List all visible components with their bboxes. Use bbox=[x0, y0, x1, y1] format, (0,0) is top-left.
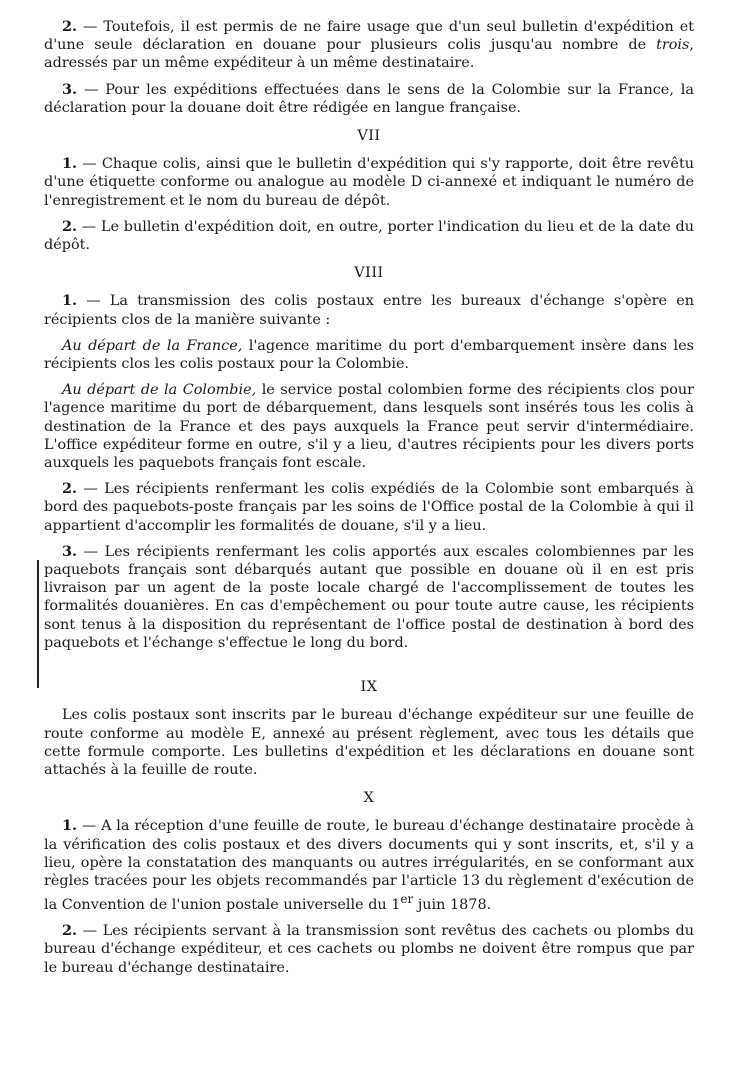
paragraph-italic-lead: Au départ de la France, bbox=[62, 337, 243, 354]
paragraph-viii-colombie bbox=[44, 381, 694, 472]
section-vii bbox=[44, 127, 694, 254]
paragraph-number: 2. bbox=[62, 18, 78, 35]
section-x bbox=[44, 789, 694, 977]
paragraph-text: — Pour les expéditions effectuées dans le sens de la Colombie sur la France, la déclaration pour la douane doit être rédigée en langue française. bbox=[44, 81, 694, 116]
paragraph-number: 2. bbox=[62, 922, 78, 940]
paragraph-number: 3. bbox=[62, 542, 78, 560]
paragraph-number: 2. bbox=[62, 480, 78, 498]
paragraph-number: 2. bbox=[62, 217, 78, 235]
paragraph-x-2 bbox=[44, 922, 694, 977]
paragraph-text: — A la réception d'une feuille de route, le bureau d'échange destinataire procède à la vérification des colis postaux et des divers documents qui y sont inscrits, et, s'il y a lieu, opère la constatation des manquants ou autres irrégularités, en se conformant aux règles tracées pour les objets recommandés par l'article 13 du règlement d'exécution de la Convention de l'union postale universelle du 1 bbox=[44, 818, 694, 913]
paragraph-vii-2 bbox=[44, 218, 694, 254]
paragraph-text: — Les récipients servant à la transmission sont revêtus des cachets ou plombs du bureau d'échange expéditeur, et ces cachets ou plombs ne doivent être rompus que par le bureau d'échange destinataire. bbox=[44, 923, 694, 976]
paragraph-number: 1. bbox=[62, 292, 78, 310]
paragraph-text: — Toutefois, il est permis de ne faire usage que d'un seul bulletin d'expédition et d'une seule déclaration en douane pour plusieurs colis jusqu'au nombre de bbox=[44, 19, 694, 54]
section-viii bbox=[44, 264, 694, 652]
paragraph-tail: juin 1878. bbox=[413, 896, 492, 913]
paragraph-x-1 bbox=[44, 817, 694, 914]
margin-rule bbox=[37, 560, 39, 688]
superscript: er bbox=[400, 892, 414, 907]
section-ix bbox=[44, 678, 694, 779]
paragraph-text: Les colis postaux sont inscrits par le bureau d'échange expéditeur sur une feuille de route conforme au modèle E, annexé au présent règlement, avec tous les détails que cette formule comporte. Les bulletins d'expédition et les déclarations en douane sont attachés à la feuille de route. bbox=[44, 707, 694, 778]
paragraph-italic-lead: Au départ de la Colombie, bbox=[62, 382, 257, 399]
paragraph-ix bbox=[44, 706, 694, 779]
paragraph-vi-2 bbox=[44, 18, 694, 73]
paragraph-text: — Les récipients renfermant les colis expédiés de la Colombie sont embarqués à bord des paquebots-poste français par les soins de l'Office postal de la Colombie à qui il appartient d'accomplir les formalités de douane, s'il y a lieu. bbox=[44, 481, 694, 534]
paragraph-text: — Les récipients renfermant les colis apportés aux escales colombiennes par les paquebots français sont débarqués autant que possible en douane où il en est pris livraison par un agent de la poste locale chargé de l'accomplissement de toutes les formalités douanières. En cas d'empêchement ou pour toute autre cause, les récipients sont tenus à la disposition du représentant de l'office postal de destination à bord des paquebots et l'échange s'effectue le long du bord. bbox=[44, 543, 694, 651]
paragraph-text: le service postal colombien forme des récipients clos pour l'agence maritime du port de débarquement, dans lesquels sont insérés tous les colis à destination de la France et des pays auxquels la France peut servir d'intermédiaire. L'office expéditeur forme en outre, s'il y a lieu, d'autres récipients pour les divers ports auxquels les paquebots français font escale. bbox=[44, 382, 695, 472]
paragraph-viii-france bbox=[44, 337, 694, 373]
section-heading: VIII bbox=[354, 265, 384, 282]
paragraph-vii-1 bbox=[44, 155, 694, 210]
section-vi-continuation bbox=[44, 18, 694, 117]
paragraph-vi-3 bbox=[44, 81, 694, 117]
paragraph-text: — La transmission des colis postaux entre les bureaux d'échange s'opère en récipients clos de la manière suivante : bbox=[44, 293, 694, 328]
paragraph-number: 1. bbox=[62, 817, 78, 835]
paragraph-text: — Chaque colis, ainsi que le bulletin d'expédition qui s'y rapporte, doit être revêtu d'une étiquette conforme ou analogue au modèle D ci-annexé et indiquant le numéro de l'enregistrement et le nom du bureau de dépôt. bbox=[44, 156, 694, 209]
document-page bbox=[44, 18, 694, 985]
paragraph-viii-2 bbox=[44, 480, 694, 535]
section-heading: VII bbox=[357, 128, 381, 145]
paragraph-viii-1 bbox=[44, 292, 694, 328]
paragraph-text: l'agence maritime du port d'embarquement insère dans les récipients clos les colis postaux pour la Colombie. bbox=[44, 337, 694, 373]
paragraph-viii-3 bbox=[44, 543, 694, 652]
section-heading: IX bbox=[360, 679, 378, 696]
section-heading: X bbox=[363, 790, 375, 807]
paragraph-number: 1. bbox=[62, 155, 78, 173]
paragraph-tail: , adressés par un même expéditeur à un même destinataire. bbox=[44, 37, 694, 72]
paragraph-text: — Le bulletin d'expédition doit, en outre, porter l'indication du lieu et de la date du dépôt. bbox=[44, 218, 694, 254]
paragraph-italic: trois bbox=[656, 37, 690, 54]
paragraph-number: 3. bbox=[62, 80, 78, 98]
